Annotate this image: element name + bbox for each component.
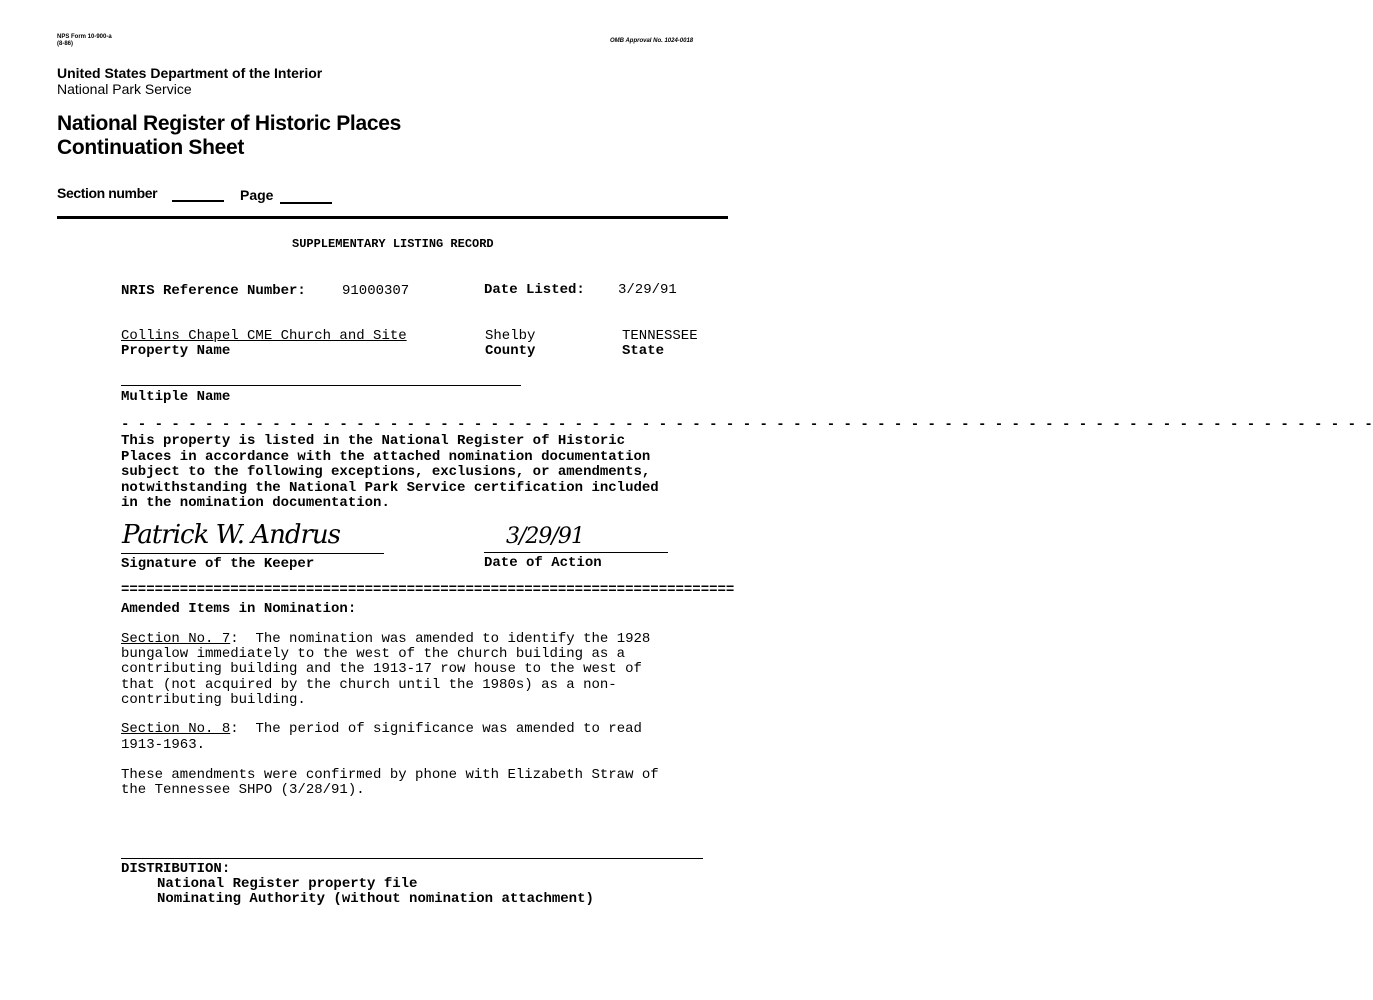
form-subtitle: Continuation Sheet	[57, 136, 245, 159]
signature-line	[121, 553, 384, 554]
section-7-label: Section No. 7	[121, 631, 231, 647]
keeper-signature: Patrick W. Andrus	[122, 520, 340, 550]
state-value: TENNESSEE	[622, 328, 698, 344]
page-label: Page	[240, 187, 274, 203]
record-heading: SUPPLEMENTARY LISTING RECORD	[292, 237, 494, 251]
distribution-label: DISTRIBUTION:	[121, 861, 231, 877]
section-8-entry	[121, 722, 642, 737]
action-date-label: Date of Action	[484, 555, 602, 571]
section-7-text: contributing building.	[121, 692, 306, 708]
multiple-name-label: Multiple Name	[121, 389, 231, 405]
section-7-text: contributing building and the 1913-17 row house to the west of	[121, 661, 642, 677]
signature-label: Signature of the Keeper	[121, 556, 315, 572]
section-8-colon: :	[230, 721, 239, 737]
section-7-entry	[121, 632, 650, 647]
section-8-label: Section No. 8	[121, 721, 231, 737]
section-7-text: The nomination was amended to identify the 1928	[255, 631, 651, 647]
statement-line: Places in accordance with the attached nomination documentation	[121, 449, 651, 465]
date-listed-value: 3/29/91	[618, 282, 677, 298]
county-label: County	[485, 343, 536, 359]
statement-line: notwithstanding the National Park Service certification included	[121, 480, 659, 496]
property-name-label: Property Name	[121, 343, 231, 359]
state-label: State	[622, 343, 665, 359]
distribution-item: National Register property file	[157, 876, 418, 892]
nris-label: NRIS Reference Number:	[121, 283, 306, 299]
section-7-text: bungalow immediately to the west of the church building as a	[121, 646, 626, 662]
form-date: (8-86)	[57, 41, 74, 47]
nris-value: 91000307	[342, 283, 410, 299]
dashed-divider: - - - - - - - - - - - - - - - - - - - - - - - - - - - - - - - - - - - - - - - - - - - - - - - - - - - - - - - - - - - - - - - - - - - - - - - - - - -	[121, 417, 1373, 433]
section-7-colon: :	[230, 631, 239, 647]
confirmation-text: These amendments were confirmed by phone with Elizabeth Straw of	[121, 767, 659, 783]
section-7-text: that (not acquired by the church until the 1980s) as a non-	[121, 677, 617, 693]
date-listed-label: Date Listed:	[484, 282, 585, 298]
agency-name: National Park Service	[57, 81, 192, 97]
confirmation-text: the Tennessee SHPO (3/28/91).	[121, 782, 365, 798]
property-name-value: Collins Chapel CME Church and Site	[121, 328, 407, 344]
department-name: United States Department of the Interior	[57, 65, 323, 81]
action-date-handwritten: 3/29/91	[506, 524, 584, 549]
section-8-text: The period of significance was amended to read	[255, 721, 642, 737]
statement-line: This property is listed in the National Register of Historic	[121, 433, 626, 449]
double-divider: =========================================================================	[121, 582, 735, 598]
section-number-label: Section number	[57, 185, 158, 201]
form-number: NPS Form 10-900-a	[57, 34, 112, 40]
distribution-divider	[121, 858, 703, 859]
statement-line: subject to the following exceptions, exclusions, or amendments,	[121, 464, 651, 480]
action-date-line	[484, 552, 668, 553]
omb-approval: OMB Approval No. 1024-0018	[610, 38, 694, 44]
section-number-field	[172, 200, 224, 202]
section-8-text: 1913-1963.	[121, 737, 206, 753]
form-title: National Register of Historic Places	[57, 112, 401, 135]
amended-heading: Amended Items in Nomination:	[121, 601, 357, 617]
county-value: Shelby	[485, 328, 536, 344]
statement-line: in the nomination documentation.	[121, 495, 390, 511]
header-divider	[57, 216, 728, 219]
multiple-name-line	[121, 385, 521, 386]
distribution-item: Nominating Authority (without nomination attachment)	[157, 891, 594, 907]
page-field	[280, 202, 332, 204]
